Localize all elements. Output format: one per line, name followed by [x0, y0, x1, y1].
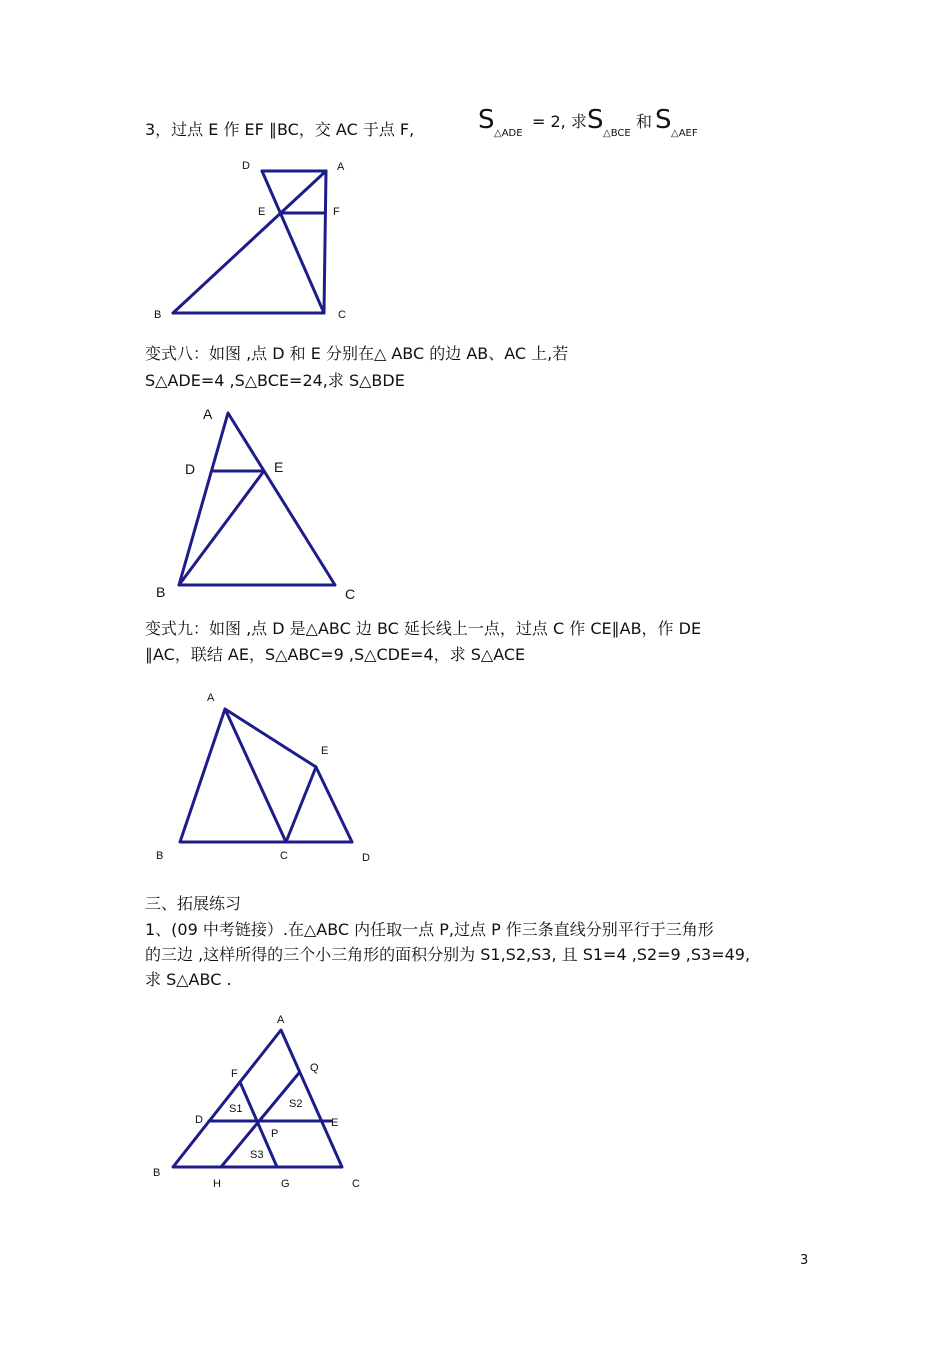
label-d: D — [185, 461, 196, 477]
label-a: A — [337, 161, 345, 173]
label-b: B — [156, 584, 166, 600]
label-a: A — [207, 692, 215, 704]
label-d: D — [362, 852, 370, 864]
label-b: B — [156, 850, 164, 862]
label-a: A — [203, 406, 213, 422]
label-c: C — [338, 309, 346, 321]
label-f: F — [231, 1068, 238, 1080]
label-e: E — [274, 459, 284, 475]
label-d: D — [242, 160, 250, 172]
label-c: C — [352, 1178, 360, 1190]
label-g: G — [281, 1178, 290, 1190]
section3-line3: 求 S△ABC . — [145, 970, 232, 989]
label-h: H — [213, 1178, 221, 1190]
triangle-abc — [173, 1030, 342, 1167]
page-number: 3 — [800, 1253, 809, 1268]
label-p: P — [271, 1128, 279, 1140]
label-s3: S3 — [250, 1149, 264, 1161]
section-heading: 三、拓展练习 — [145, 894, 242, 913]
given-equals: = 2, 求 — [532, 112, 587, 131]
section3-line1: 1、(09 中考链接）.在△ABC 内任取一点 P,过点 P 作三条直线分别平行于三角形 — [145, 920, 714, 939]
and-word: 和 — [636, 112, 653, 131]
label-d: D — [195, 1114, 203, 1126]
label-a: A — [277, 1014, 285, 1026]
label-q: Q — [310, 1062, 319, 1074]
variant9-line1: 变式九：如图 ,点 D 是△ABC 边 BC 延长线上一点，过点 C 作 CE∥AB，作 DE — [145, 619, 702, 638]
label-b: B — [153, 1167, 161, 1179]
section3-line2: 的三边 ,这样所得的三个小三角形的面积分别为 S1,S2,S3, 且 S1=4 ,S2=9 ,S3=49, — [145, 945, 751, 964]
variant8-line2: S△ADE=4 ,S△BCE=24,求 S△BDE — [145, 371, 405, 390]
area-symbol-ade: S — [478, 105, 495, 135]
label-e: E — [331, 1117, 339, 1129]
variant8-line1: 变式八：如图 ,点 D 和 E 分别在△ ABC 的边 AB、AC 上,若 — [145, 344, 569, 363]
label-f: F — [333, 206, 340, 218]
area-subscript-aef: △AEF — [671, 128, 698, 139]
area-symbol-bce: S — [587, 105, 604, 135]
problem3-text: 3，过点 E 作 EF ∥BC，交 AC 于点 F, — [145, 120, 415, 139]
area-symbol-aef: S — [655, 105, 672, 135]
label-b: B — [154, 309, 162, 321]
area-subscript-bce: △BCE — [603, 128, 631, 139]
label-c: C — [280, 850, 288, 862]
label-e: E — [258, 206, 266, 218]
area-subscript-ade: △ADE — [494, 128, 523, 139]
variant9-line2: ∥AC，联结 AE，S△ABC=9 ,S△CDE=4，求 S△ACE — [145, 645, 526, 664]
label-s2: S2 — [289, 1098, 303, 1110]
label-e: E — [321, 745, 329, 757]
label-c: C — [345, 586, 356, 602]
label-s1: S1 — [229, 1103, 243, 1115]
